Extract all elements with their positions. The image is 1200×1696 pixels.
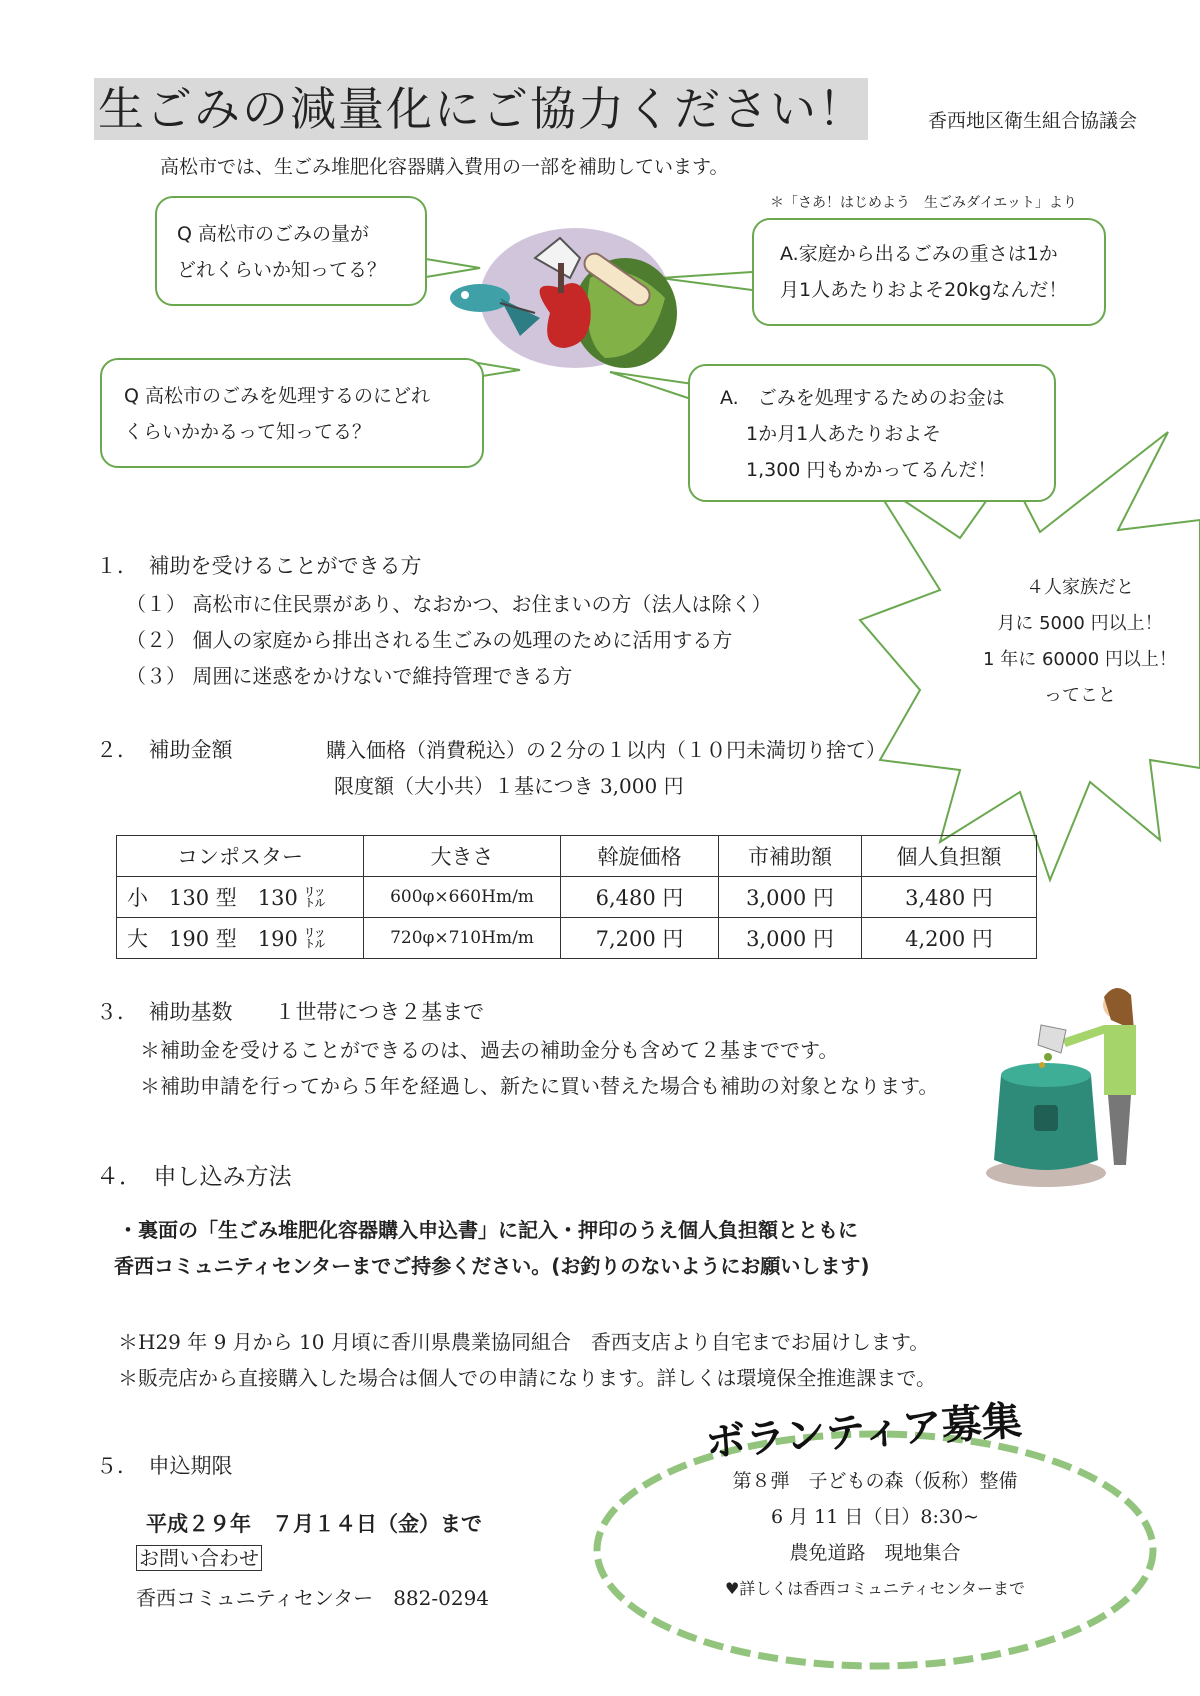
intro-text: 高松市では、生ごみ堆肥化容器購入費用の一部を補助しています。 bbox=[160, 156, 729, 178]
eligibility-item-1: （１） 高松市に住民票があり、なおかつ、お住まいの方（法人は除く） bbox=[126, 592, 772, 616]
bubble-line: Q 高松市のごみを処理するのにどれ bbox=[124, 385, 430, 407]
bubble-line: くらいかかるって知ってる？ bbox=[124, 421, 372, 443]
table-row bbox=[117, 877, 1037, 918]
section5-heading: ５． 申込期限 bbox=[96, 1454, 233, 1478]
eligibility-item-3: （３） 周囲に迷惑をかけないで維持管理できる方 bbox=[126, 664, 573, 688]
count-note-2: ＊補助申請を行ってから５年を経過し、新たに買い替えた場合も補助の対象となります。 bbox=[140, 1074, 939, 1098]
callout-line: ってこと bbox=[1044, 685, 1116, 706]
table-cell: 3,000 円 bbox=[719, 877, 862, 918]
bubble-line: Q 高松市のごみの量が bbox=[177, 223, 369, 245]
volunteer-contact: ♥詳しくは香西コミュニティセンターまで bbox=[724, 1579, 1026, 1598]
table-cell: 小 130 型 130 ㍑ bbox=[117, 877, 364, 918]
bubble-line: A. ごみを処理するためのお金は bbox=[720, 387, 1005, 409]
table-cell: 3,480 円 bbox=[862, 877, 1037, 918]
section3-heading: ３． 補助基数 １世帯につき２基まで bbox=[96, 1000, 485, 1024]
bubble-line: どれくらいか知ってる？ bbox=[177, 259, 387, 281]
table-header: コンポスター bbox=[117, 836, 364, 877]
table-cell: 720φ×710Hm/m bbox=[364, 918, 561, 959]
organization-name: 香西地区衛生組合協議会 bbox=[928, 110, 1138, 132]
table-cell: 3,000 円 bbox=[719, 918, 862, 959]
section2-heading: ２． 補助金額 bbox=[96, 738, 233, 762]
callout-line: 1 年に 60000 円以上！ bbox=[983, 649, 1177, 670]
volunteer-place: 農免道路 現地集合 bbox=[789, 1542, 961, 1564]
contact-info: 香西コミュニティセンター 882-0294 bbox=[136, 1586, 490, 1610]
store-purchase-note: ＊販売店から直接購入した場合は個人での申請になります。詳しくは環境保全推進課まで。 bbox=[118, 1366, 936, 1390]
volunteer-title: ボランティア募集 bbox=[704, 1397, 1024, 1466]
bubble-line: 1,300 円もかかってるんだ！ bbox=[746, 459, 997, 481]
source-note: ＊「さあ！はじめよう 生ごみダイエット」より bbox=[770, 195, 1077, 211]
deadline-date: 平成２９年 ７月１４日（金）まで bbox=[146, 1512, 482, 1536]
application-instruction-2: 香西コミュニティセンターまでご持参ください。(お釣りのないようにお願いします) bbox=[114, 1254, 870, 1278]
table-cell: 4,200 円 bbox=[862, 918, 1037, 959]
answer-bubble-amount bbox=[752, 218, 1106, 326]
inquiry-label-text: お問い合わせ bbox=[136, 1545, 262, 1571]
eligibility-item-2: （２） 個人の家庭から排出される生ごみの処理のために活用する方 bbox=[126, 628, 733, 652]
table-header: 個人負担額 bbox=[862, 836, 1037, 877]
page-title: 生ごみの減量化にご協力ください！ bbox=[98, 82, 866, 136]
table-header: 大きさ bbox=[364, 836, 561, 877]
bubble-line: 月1人あたりおよそ20kgなんだ！ bbox=[780, 279, 1068, 301]
callout-line: 月に 5000 円以上！ bbox=[997, 613, 1163, 634]
table-header: 市補助額 bbox=[719, 836, 862, 877]
count-note-1: ＊補助金を受けることができるのは、過去の補助金分も含めて２基までです。 bbox=[140, 1038, 839, 1062]
bubble-line: 1か月1人あたりおよそ bbox=[746, 423, 942, 445]
woman-composting-illustration bbox=[986, 975, 1156, 1195]
section4-heading: ４． 申し込み方法 bbox=[96, 1164, 292, 1190]
table-cell: 600φ×660Hm/m bbox=[364, 877, 561, 918]
subsidy-rate: 購入価格（消費税込）の２分の１以内（１０円未満切り捨て） bbox=[326, 738, 886, 762]
volunteer-event: 第８弾 子どもの森（仮称）整備 bbox=[732, 1470, 1018, 1492]
inquiry-label bbox=[136, 1542, 262, 1571]
table-cell: 大 190 型 190 ㍑ bbox=[117, 918, 364, 959]
application-instruction-1: ・裏面の「生ごみ堆肥化容器購入申込書」に記入・押印のうえ個人負担額とともに bbox=[118, 1218, 858, 1242]
volunteer-date: 6 月 11 日（日）8:30~ bbox=[771, 1506, 979, 1528]
table-cell: 7,200 円 bbox=[561, 918, 719, 959]
subsidy-limit: 限度額（大小共）１基につき 3,000 円 bbox=[334, 774, 684, 798]
section1-heading: １． 補助を受けることができる方 bbox=[96, 554, 422, 578]
table-header-row bbox=[117, 836, 1037, 877]
question-bubble-cost bbox=[100, 358, 484, 468]
callout-line: ４人家族だと bbox=[1026, 577, 1134, 598]
table-row bbox=[117, 918, 1037, 959]
family-cost-callout bbox=[960, 570, 1200, 714]
delivery-note: ＊H29 年 9 月から 10 月頃に香川県農業協同組合 香西支店より自宅までお届けします。 bbox=[118, 1330, 930, 1354]
bubble-line: A.家庭から出るごみの重さは1か bbox=[780, 243, 1058, 265]
composter-price-table bbox=[116, 835, 1037, 959]
table-cell: 6,480 円 bbox=[561, 877, 719, 918]
table-header: 斡旋価格 bbox=[561, 836, 719, 877]
question-bubble-amount bbox=[155, 196, 427, 306]
answer-bubble-cost bbox=[688, 364, 1056, 502]
